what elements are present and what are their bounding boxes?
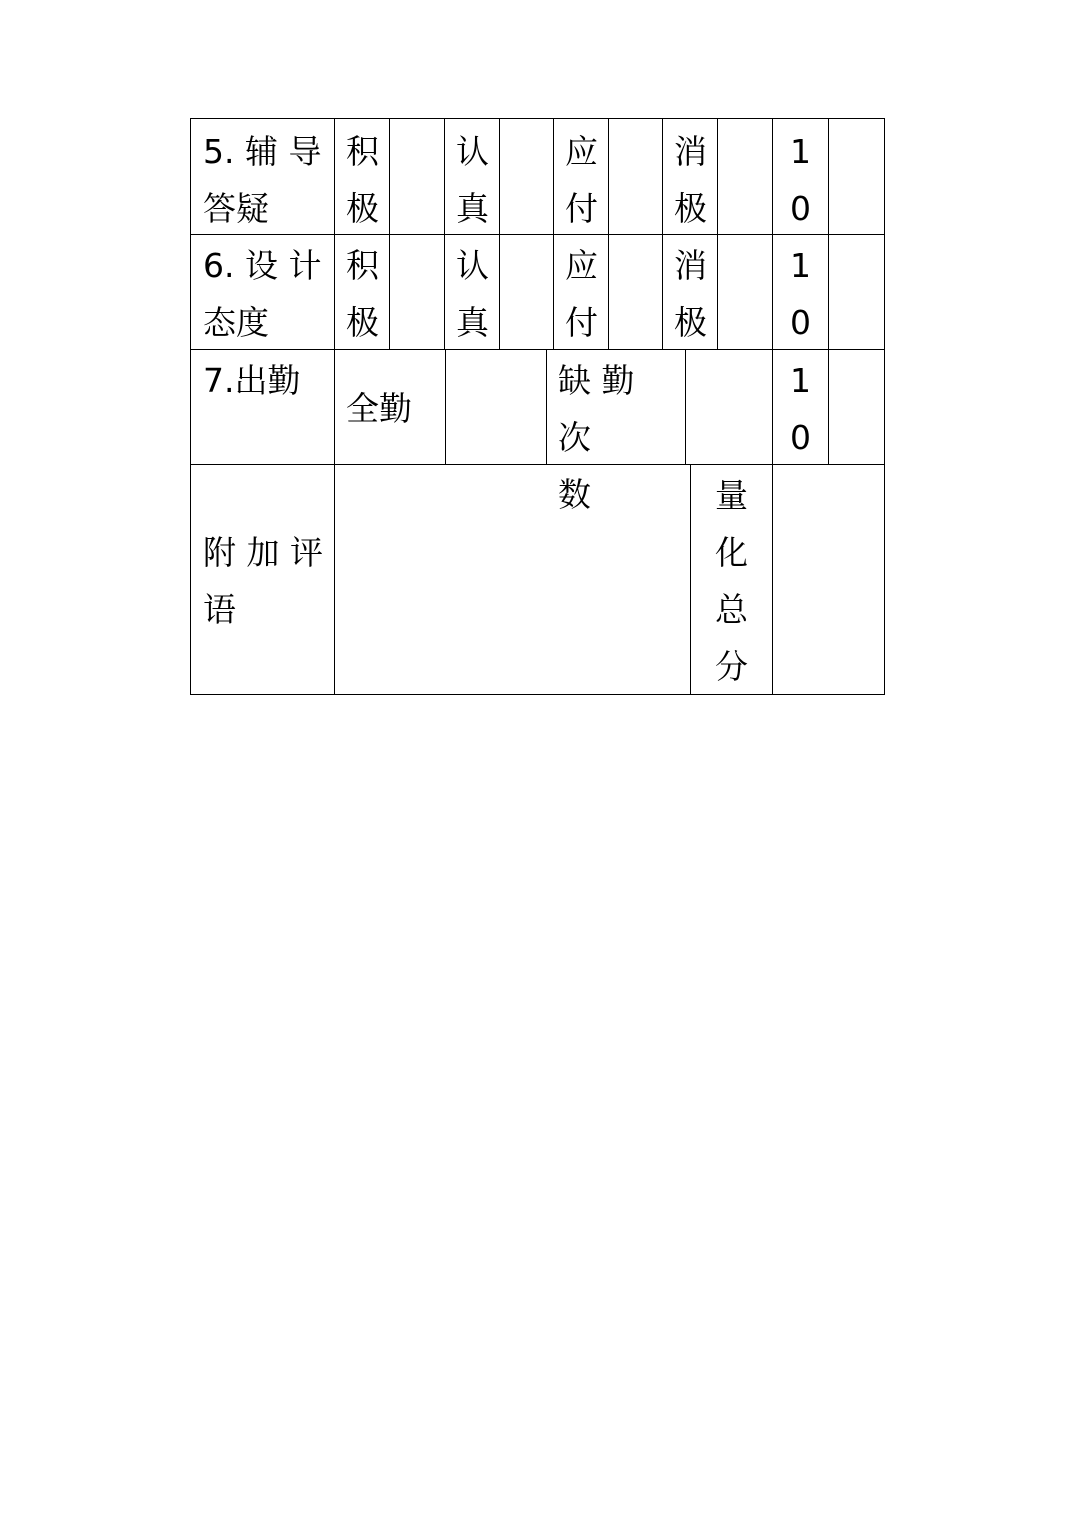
row5-opt2-label: 认 真: [456, 132, 489, 228]
row6-opt4-score[interactable]: [718, 235, 773, 350]
row7-full-cell: [335, 350, 446, 465]
row6-item-cell: [190, 235, 335, 350]
row7-item-cell: [190, 350, 335, 465]
row5-opt4-label: 消 极: [674, 132, 707, 228]
row5-opt4-score[interactable]: [718, 118, 773, 235]
row6-opt3-label: 应 付: [565, 246, 598, 342]
row7-max-cell: [773, 350, 829, 465]
row6-opt3-cell: [554, 235, 609, 350]
row6-opt4-label: 消 极: [674, 246, 707, 342]
row5-item-cell: [190, 118, 335, 235]
total-score-field[interactable]: [773, 465, 885, 695]
row5-opt1-cell: [335, 118, 390, 235]
row5-opt2-cell: [445, 118, 500, 235]
row7-item-label: 7.出勤: [203, 361, 301, 400]
row7-absence-label: 缺 勤 次 数: [558, 361, 635, 514]
row5-opt3-label: 应 付: [565, 132, 598, 228]
row7-full-label: 全勤: [346, 389, 412, 428]
row7-full-score[interactable]: [446, 350, 547, 465]
row7-absence-count[interactable]: [686, 350, 773, 465]
row7-absence-cell: [547, 350, 686, 514]
row6-opt1-cell: [335, 235, 390, 350]
row5-opt3-cell: [554, 118, 609, 235]
row6-opt1-score[interactable]: [390, 235, 445, 350]
row5-opt3-score[interactable]: [609, 118, 663, 235]
evaluation-table: [190, 118, 885, 695]
row5-opt2-score[interactable]: [500, 118, 554, 235]
total-label-cell: [691, 465, 773, 695]
row6-opt2-score[interactable]: [500, 235, 554, 350]
comment-field[interactable]: [335, 465, 691, 695]
row6-score-cell[interactable]: [829, 235, 885, 350]
row6-opt4-cell: [663, 235, 718, 350]
row5-opt1-score[interactable]: [390, 118, 445, 235]
row6-max-cell: [773, 235, 829, 350]
row6-opt2-label: 认 真: [456, 246, 489, 342]
row6-opt3-score[interactable]: [609, 235, 663, 350]
row6-max-score: 1 0: [790, 246, 811, 342]
row5-opt1-label: 积 极: [346, 132, 379, 228]
row5-score-cell[interactable]: [829, 118, 885, 235]
row6-opt1-label: 积 极: [346, 246, 379, 342]
row7-score-cell[interactable]: [829, 350, 885, 465]
comment-label: 附 加 评 语: [203, 533, 323, 629]
comment-label-cell: [190, 465, 335, 695]
row6-opt2-cell: [445, 235, 500, 350]
row7-max-score: 1 0: [790, 361, 811, 457]
row5-item-label: 5. 辅 导 答疑: [203, 132, 322, 228]
row6-item-label: 6. 设 计 态度: [203, 246, 322, 342]
total-label: 量 化 总 分: [715, 476, 748, 686]
row5-max-score: 1 0: [790, 132, 811, 228]
row5-opt4-cell: [663, 118, 718, 235]
row5-max-cell: [773, 118, 829, 235]
